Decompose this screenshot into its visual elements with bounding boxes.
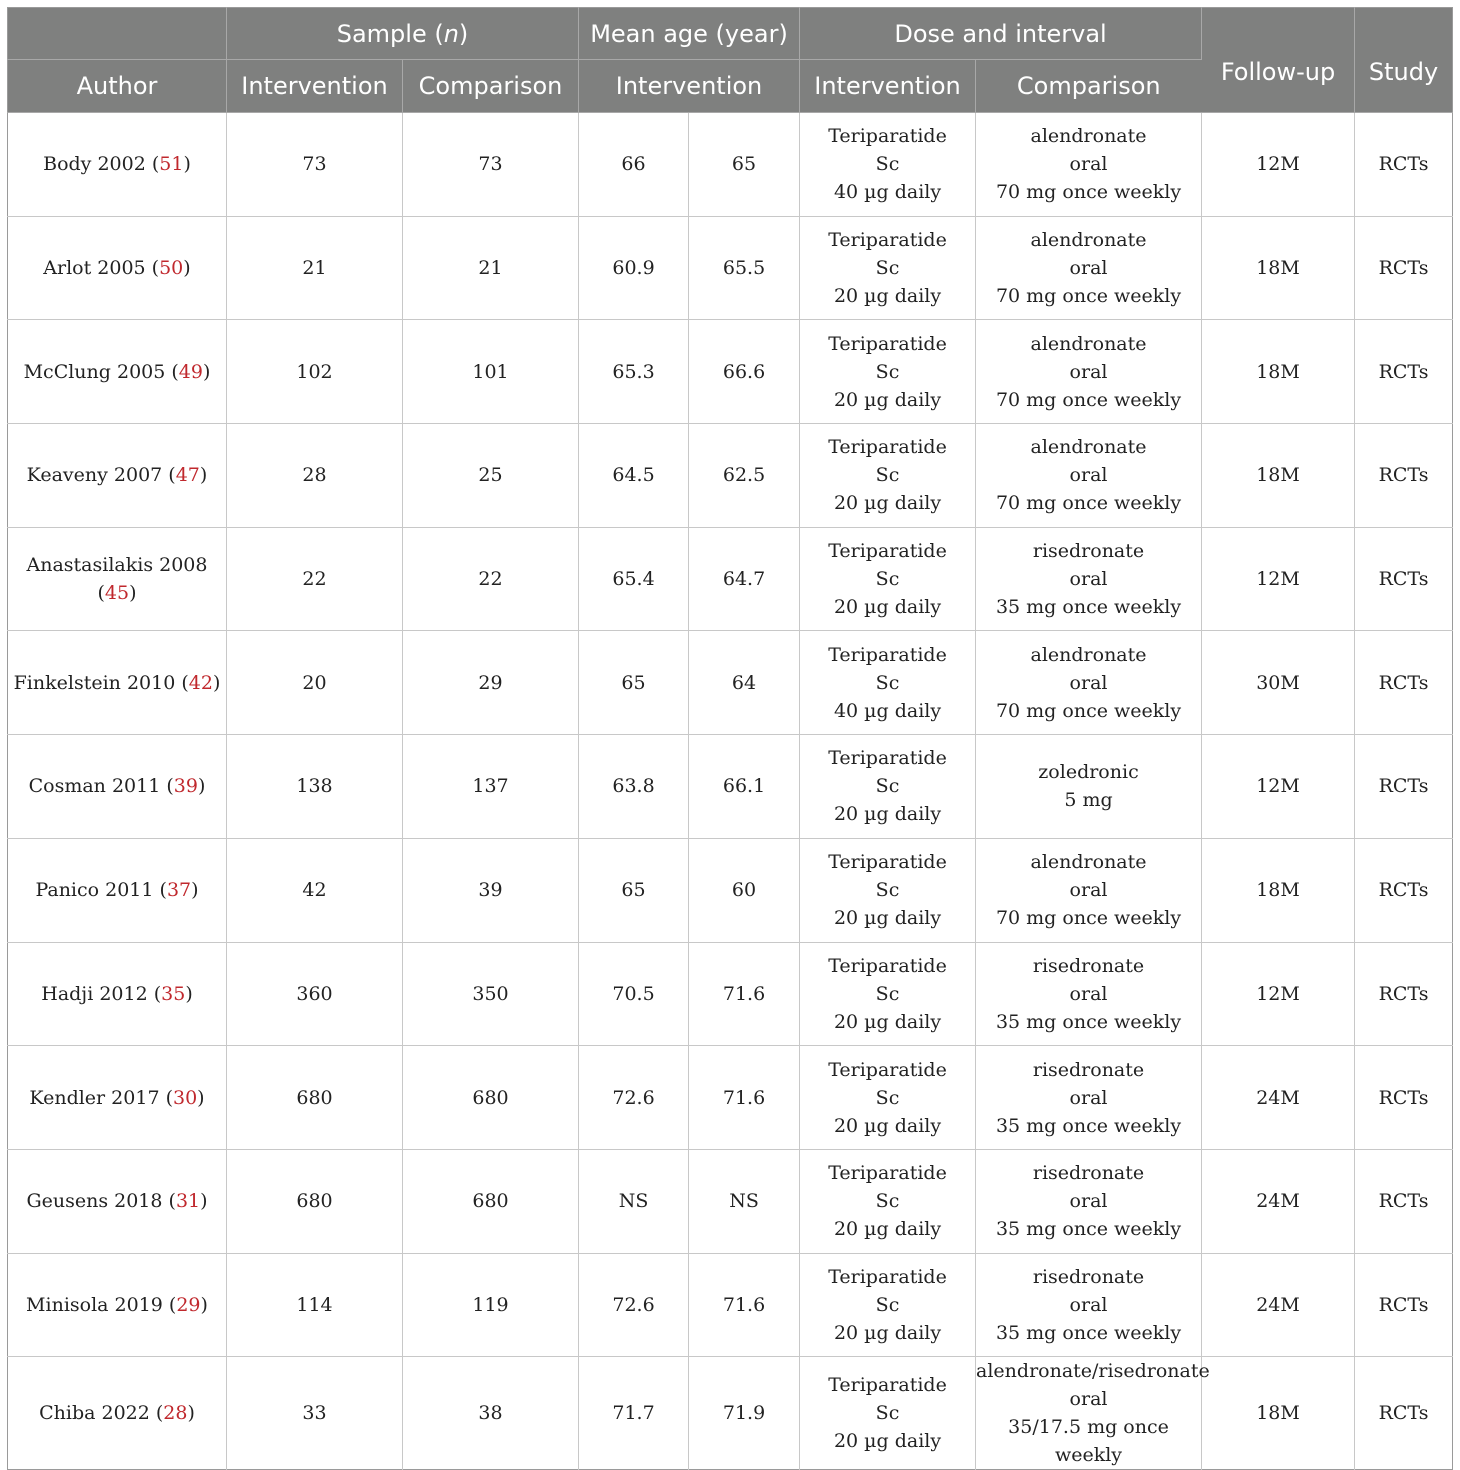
author-name: Minisola 2019 xyxy=(26,1293,163,1316)
author-name: Kendler 2017 xyxy=(29,1086,160,1109)
dose-line: 35 mg once weekly xyxy=(995,1010,1182,1033)
study-cell: RCTs xyxy=(1355,1253,1453,1357)
dose-line: alendronate xyxy=(1030,643,1147,666)
dose-line: 35 mg once weekly xyxy=(995,1114,1182,1137)
dose-line: 40 µg daily xyxy=(833,699,942,722)
author-name: Arlot 2005 xyxy=(43,257,146,280)
header-study: Study xyxy=(1355,8,1453,113)
dose-line: 70 mg once weekly xyxy=(995,492,1182,515)
sample-intervention-cell: 20 xyxy=(227,631,403,735)
dose-line: alendronate xyxy=(1030,851,1147,874)
dose-intervention-cell xyxy=(800,1253,976,1357)
age-intervention-cell: 70.5 xyxy=(579,942,689,1046)
table-row xyxy=(8,631,1453,735)
dose-line: Sc xyxy=(875,568,900,591)
sample-comparison-cell: 350 xyxy=(403,942,579,1046)
follow-up-cell: 24M xyxy=(1202,1149,1355,1253)
age-comparison-cell: 71.6 xyxy=(689,1046,800,1150)
dose-line: alendronate xyxy=(1030,229,1147,252)
study-cell: RCTs xyxy=(1355,216,1453,320)
sample-intervention-cell: 33 xyxy=(227,1357,403,1470)
age-comparison-cell: 65.5 xyxy=(689,216,800,320)
follow-up-cell: 12M xyxy=(1202,942,1355,1046)
author-cell: Chiba 2022 (28) xyxy=(8,1357,227,1470)
dose-line: Teriparatide xyxy=(828,643,947,666)
table-row xyxy=(8,735,1453,839)
sample-intervention-cell: 102 xyxy=(227,320,403,424)
age-comparison-cell: 71.6 xyxy=(689,942,800,1046)
dose-comparison-cell xyxy=(976,1149,1202,1253)
header-author: Author xyxy=(8,60,227,113)
sample-intervention-cell: 360 xyxy=(227,942,403,1046)
reference-link[interactable]: 42 xyxy=(188,671,213,694)
age-intervention-cell: 72.6 xyxy=(579,1253,689,1357)
dose-line: Teriparatide xyxy=(828,747,947,770)
sample-comparison-cell: 25 xyxy=(403,424,579,528)
age-intervention-cell: 72.6 xyxy=(579,1046,689,1150)
author-cell: Finkelstein 2010 (42) xyxy=(8,631,227,735)
table-row xyxy=(8,216,1453,320)
dose-line: 35/17.5 mg once weekly xyxy=(1008,1416,1169,1467)
dose-line: Sc xyxy=(875,360,900,383)
reference-link[interactable]: 35 xyxy=(161,982,186,1005)
study-cell: RCTs xyxy=(1355,838,1453,942)
dose-intervention-cell xyxy=(800,1357,976,1470)
table-row xyxy=(8,1357,1453,1470)
dose-intervention-cell xyxy=(800,527,976,631)
dose-line: Sc xyxy=(875,153,900,176)
sample-intervention-cell: 680 xyxy=(227,1046,403,1150)
reference-link[interactable]: 51 xyxy=(159,153,184,176)
dose-comparison-cell xyxy=(976,527,1202,631)
dose-line: risedronate xyxy=(1032,954,1145,977)
age-comparison-cell: 65 xyxy=(689,113,800,217)
follow-up-cell: 24M xyxy=(1202,1253,1355,1357)
reference-link[interactable]: 29 xyxy=(176,1293,201,1316)
sample-comparison-cell: 29 xyxy=(403,631,579,735)
dose-line: zoledronic xyxy=(1038,761,1139,784)
dose-line: 20 µg daily xyxy=(833,803,942,826)
dose-intervention-cell xyxy=(800,1149,976,1253)
reference-link[interactable]: 39 xyxy=(173,775,198,798)
sample-comparison-cell: 22 xyxy=(403,527,579,631)
table-row xyxy=(8,1046,1453,1150)
dose-line: 20 µg daily xyxy=(833,1321,942,1344)
author-cell: Hadji 2012 (35) xyxy=(8,942,227,1046)
dose-line: Sc xyxy=(875,671,900,694)
dose-line: 35 mg once weekly xyxy=(995,596,1182,619)
header-age-intervention: Intervention xyxy=(579,60,800,113)
dose-line: Sc xyxy=(875,1190,900,1213)
dose-line: Teriparatide xyxy=(828,125,947,148)
dose-line: Teriparatide xyxy=(828,851,947,874)
dose-line: 70 mg once weekly xyxy=(995,181,1182,204)
age-intervention-cell: 66 xyxy=(579,113,689,217)
follow-up-cell: 18M xyxy=(1202,1357,1355,1470)
sample-intervention-cell: 114 xyxy=(227,1253,403,1357)
age-comparison-cell: 64 xyxy=(689,631,800,735)
age-comparison-cell: NS xyxy=(689,1149,800,1253)
dose-line: alendronate/risedronate xyxy=(976,1360,1210,1383)
dose-line: Teriparatide xyxy=(828,332,947,355)
author-name: Anastasilakis 2008 xyxy=(26,554,208,577)
follow-up-cell: 18M xyxy=(1202,838,1355,942)
author-cell: Geusens 2018 (31) xyxy=(8,1149,227,1253)
author-cell: Arlot 2005 (50) xyxy=(8,216,227,320)
study-cell: RCTs xyxy=(1355,1046,1453,1150)
dose-line: risedronate xyxy=(1032,1162,1145,1185)
sample-intervention-cell: 42 xyxy=(227,838,403,942)
dose-intervention-cell xyxy=(800,631,976,735)
follow-up-cell: 12M xyxy=(1202,735,1355,839)
follow-up-cell: 18M xyxy=(1202,424,1355,528)
reference-link[interactable]: 45 xyxy=(104,582,130,605)
dose-line: Sc xyxy=(875,775,900,798)
dose-comparison-cell xyxy=(976,216,1202,320)
dose-line: Teriparatide xyxy=(828,1265,947,1288)
sample-comparison-cell: 680 xyxy=(403,1046,579,1150)
dose-line: alendronate xyxy=(1030,436,1147,459)
dose-intervention-cell xyxy=(800,113,976,217)
dose-line: oral xyxy=(1069,1388,1108,1411)
dose-line: oral xyxy=(1069,153,1108,176)
table-row xyxy=(8,424,1453,528)
study-cell: RCTs xyxy=(1355,424,1453,528)
author-name: Finkelstein 2010 xyxy=(13,671,176,694)
sample-comparison-cell: 38 xyxy=(403,1357,579,1470)
table-row xyxy=(8,1149,1453,1253)
dose-line: alendronate xyxy=(1030,332,1147,355)
age-intervention-cell: 65.4 xyxy=(579,527,689,631)
dose-line: Sc xyxy=(875,1086,900,1109)
dose-line: oral xyxy=(1069,671,1108,694)
dose-line: Teriparatide xyxy=(828,229,947,252)
dose-comparison-cell xyxy=(976,320,1202,424)
dose-line: oral xyxy=(1069,879,1108,902)
table-row xyxy=(8,113,1453,217)
dose-comparison-cell xyxy=(976,1046,1202,1150)
dose-line: 40 µg daily xyxy=(833,181,942,204)
dose-intervention-cell xyxy=(800,838,976,942)
follow-up-cell: 12M xyxy=(1202,527,1355,631)
dose-line: 20 µg daily xyxy=(833,1430,942,1453)
study-cell: RCTs xyxy=(1355,1149,1453,1253)
dose-comparison-cell xyxy=(976,113,1202,217)
author-cell: Kendler 2017 (30) xyxy=(8,1046,227,1150)
header-dose-group: Dose and interval xyxy=(800,8,1202,60)
age-comparison-cell: 66.6 xyxy=(689,320,800,424)
dose-intervention-cell xyxy=(800,1046,976,1150)
author-name: Hadji 2012 xyxy=(41,982,148,1005)
dose-line: 20 µg daily xyxy=(833,1010,942,1033)
header-dose-intervention: Intervention xyxy=(800,60,976,113)
author-name: Body 2002 xyxy=(43,153,146,176)
table-row xyxy=(8,1253,1453,1357)
dose-line: 20 µg daily xyxy=(833,388,942,411)
dose-line: oral xyxy=(1069,1293,1108,1316)
age-intervention-cell: 64.5 xyxy=(579,424,689,528)
table-row xyxy=(8,320,1453,424)
age-comparison-cell: 60 xyxy=(689,838,800,942)
dose-line: 70 mg once weekly xyxy=(995,388,1182,411)
author-cell: Panico 2011 (37) xyxy=(8,838,227,942)
reference-link[interactable]: 50 xyxy=(159,257,184,280)
sample-intervention-cell: 680 xyxy=(227,1149,403,1253)
dose-comparison-cell xyxy=(976,942,1202,1046)
table-row xyxy=(8,838,1453,942)
reference-link[interactable]: 47 xyxy=(175,464,200,487)
header-dose-comparison: Comparison xyxy=(976,60,1202,113)
dose-line: Teriparatide xyxy=(828,1058,947,1081)
age-intervention-cell: 65.3 xyxy=(579,320,689,424)
sample-intervention-cell: 138 xyxy=(227,735,403,839)
dose-line: Teriparatide xyxy=(828,1162,947,1185)
sample-intervention-cell: 28 xyxy=(227,424,403,528)
study-cell: RCTs xyxy=(1355,527,1453,631)
sample-comparison-cell: 73 xyxy=(403,113,579,217)
author-cell: Keaveny 2007 (47) xyxy=(8,424,227,528)
dose-line: 35 mg once weekly xyxy=(995,1218,1182,1241)
dose-line: 20 µg daily xyxy=(833,492,942,515)
header-sample-comparison: Comparison xyxy=(403,60,579,113)
dose-line: alendronate xyxy=(1030,125,1147,148)
dose-line: oral xyxy=(1069,257,1108,280)
table-row xyxy=(8,942,1453,1046)
sample-intervention-cell: 22 xyxy=(227,527,403,631)
dose-line: oral xyxy=(1069,568,1108,591)
age-comparison-cell: 66.1 xyxy=(689,735,800,839)
dose-intervention-cell xyxy=(800,735,976,839)
table-row xyxy=(8,527,1453,631)
dose-line: 70 mg once weekly xyxy=(995,699,1182,722)
dose-line: Sc xyxy=(875,879,900,902)
study-cell: RCTs xyxy=(1355,113,1453,217)
header-age-group: Mean age (year) xyxy=(579,8,800,60)
dose-line: Sc xyxy=(875,1293,900,1316)
dose-line: 20 µg daily xyxy=(833,285,942,308)
studies-table xyxy=(7,7,1453,1470)
study-cell: RCTs xyxy=(1378,1402,1429,1425)
sample-comparison-cell: 21 xyxy=(403,216,579,320)
dose-line: 20 µg daily xyxy=(833,907,942,930)
follow-up-cell: 24M xyxy=(1202,1046,1355,1150)
header-follow-up: Follow-up xyxy=(1202,8,1355,113)
dose-comparison-cell xyxy=(976,1253,1202,1357)
dose-comparison-cell xyxy=(976,424,1202,528)
header-blank-cell xyxy=(8,8,227,60)
dose-comparison-cell xyxy=(976,1357,1210,1470)
reference-link[interactable]: 49 xyxy=(178,360,203,383)
dose-line: oral xyxy=(1069,1086,1108,1109)
reference-link[interactable]: 28 xyxy=(163,1402,188,1425)
follow-up-cell: 12M xyxy=(1202,113,1355,217)
sample-comparison-cell: 680 xyxy=(403,1149,579,1253)
reference-link[interactable]: 37 xyxy=(166,879,192,902)
dose-intervention-cell xyxy=(800,216,976,320)
follow-up-cell: 18M xyxy=(1202,320,1355,424)
dose-line: 20 µg daily xyxy=(833,1218,942,1241)
dose-line: Teriparatide xyxy=(828,540,947,563)
header-sample-group: Sample (n) xyxy=(227,8,579,60)
author-cell: Anastasilakis 2008 (45) xyxy=(8,527,227,631)
dose-line: Sc xyxy=(875,464,900,487)
age-intervention-cell: 65 xyxy=(579,838,689,942)
author-cell: Body 2002 (51) xyxy=(8,113,227,217)
author-name: McClung 2005 xyxy=(23,360,166,383)
dose-comparison-cell xyxy=(976,631,1202,735)
dose-line: Teriparatide xyxy=(828,1374,947,1397)
author-name: Chiba 2022 xyxy=(39,1402,150,1425)
age-intervention-cell: 60.9 xyxy=(579,216,689,320)
dose-comparison-cell xyxy=(976,735,1202,839)
reference-link[interactable]: 30 xyxy=(172,1086,198,1109)
author-name: Geusens 2018 xyxy=(26,1190,163,1213)
sample-comparison-cell: 137 xyxy=(403,735,579,839)
study-cell: RCTs xyxy=(1355,320,1453,424)
author-name: Keaveny 2007 xyxy=(26,464,163,487)
dose-intervention-cell xyxy=(800,320,976,424)
author-cell: Cosman 2011 (39) xyxy=(8,735,227,839)
study-cell: RCTs xyxy=(1355,735,1453,839)
age-comparison-cell: 71.9 xyxy=(689,1357,800,1470)
follow-up-cell: 18M xyxy=(1202,216,1355,320)
dose-line: 20 µg daily xyxy=(833,1114,942,1137)
sample-comparison-cell: 39 xyxy=(403,838,579,942)
dose-line: risedronate xyxy=(1032,1058,1145,1081)
dose-line: 70 mg once weekly xyxy=(995,907,1182,930)
dose-intervention-cell xyxy=(800,424,976,528)
age-intervention-cell: 71.7 xyxy=(579,1357,689,1470)
sample-intervention-cell: 21 xyxy=(227,216,403,320)
dose-line: risedronate xyxy=(1032,540,1145,563)
dose-line: oral xyxy=(1069,464,1108,487)
dose-line: 70 mg once weekly xyxy=(995,285,1182,308)
study-cell: RCTs xyxy=(1355,942,1453,1046)
table-body xyxy=(8,113,1453,1470)
dose-line: Sc xyxy=(875,1402,900,1425)
age-comparison-cell: 64.7 xyxy=(689,527,800,631)
dose-line: oral xyxy=(1069,360,1108,383)
author-name: Panico 2011 xyxy=(35,879,154,902)
author-cell: McClung 2005 (49) xyxy=(8,320,227,424)
dose-line: 5 mg xyxy=(1064,789,1113,812)
dose-line: 20 µg daily xyxy=(833,596,942,619)
dose-line: Teriparatide xyxy=(828,436,947,459)
author-cell: Minisola 2019 (29) xyxy=(8,1253,227,1357)
table-header xyxy=(8,8,1453,113)
sample-comparison-cell: 119 xyxy=(403,1253,579,1357)
dose-line: 35 mg once weekly xyxy=(995,1321,1182,1344)
dose-line: Sc xyxy=(875,982,900,1005)
sample-intervention-cell: 73 xyxy=(227,113,403,217)
follow-up-cell: 30M xyxy=(1202,631,1355,735)
dose-line: oral xyxy=(1069,982,1108,1005)
age-intervention-cell: 63.8 xyxy=(579,735,689,839)
dose-comparison-cell xyxy=(976,838,1202,942)
sample-comparison-cell: 101 xyxy=(403,320,579,424)
author-name: Cosman 2011 xyxy=(28,775,161,798)
dose-intervention-cell xyxy=(800,942,976,1046)
age-comparison-cell: 71.6 xyxy=(689,1253,800,1357)
dose-line: risedronate xyxy=(1032,1265,1145,1288)
header-sample-intervention: Intervention xyxy=(227,60,403,113)
dose-line: Sc xyxy=(875,257,900,280)
age-intervention-cell: NS xyxy=(579,1149,689,1253)
dose-line: Teriparatide xyxy=(828,954,947,977)
dose-line: oral xyxy=(1069,1190,1108,1213)
age-intervention-cell: 65 xyxy=(579,631,689,735)
reference-link[interactable]: 31 xyxy=(175,1190,201,1213)
study-cell: RCTs xyxy=(1355,631,1453,735)
age-comparison-cell: 62.5 xyxy=(689,424,800,528)
